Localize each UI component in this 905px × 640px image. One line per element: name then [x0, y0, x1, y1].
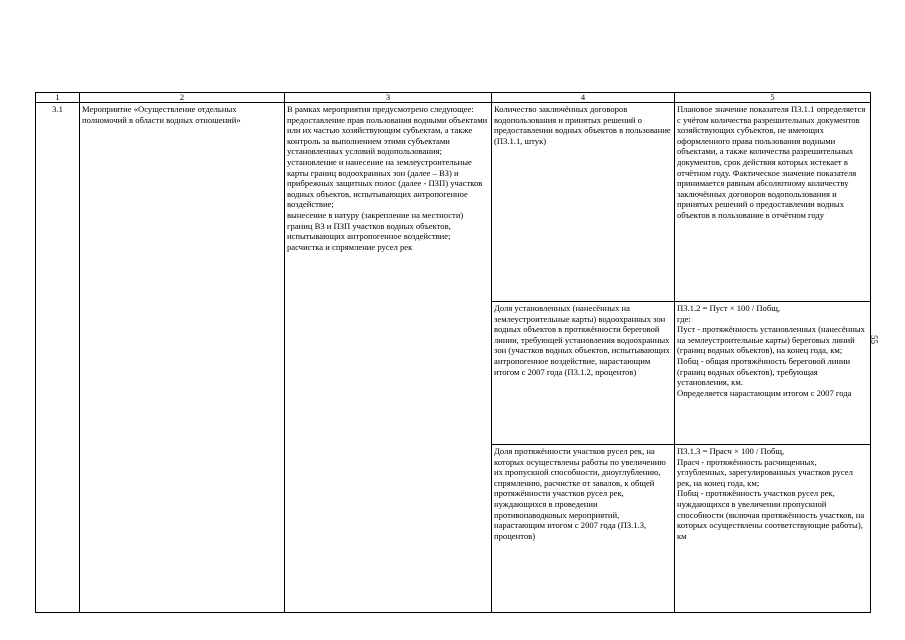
- header-cell-2: 2: [80, 93, 285, 103]
- header-cell-4: 4: [492, 93, 675, 103]
- indicator-name-3: Доля протяжённости участков русел рек, на которых осуществлены работы по увеличению их пропускной способности, дноуглублению, спрямлению, расчистке от завалов, к общей протяжённости участков русел рек, нуждающихся в проведении противопаводковых мероприятий, нарастающим итогом с 2007 года (П3.1.3, процентов): [492, 445, 675, 613]
- table-row: [36, 103, 871, 302]
- indicator-method-3: П3.1.3 = Прасч × 100 / Побщ, Прасч - протяжённость расчищенных, углубленных, зарегулированных участков русел рек, на конец года, км; Побщ - протяжённость участков русел рек, нуждающихся в увеличении пропускной способности (включая протяжённость участков, на которых осуществлены соответствующие работы), км: [675, 445, 871, 613]
- indicator-name-1: Количество заключённых договоров водопользования и принятых решений о предоставлении водных объектов в пользование (П3.1.1, штук): [492, 103, 675, 302]
- indicator-method-1: Плановое значение показателя П3.1.1 определяется с учётом количества разрешительных документов хозяйствующих субъектов, не имеющих оформленного права пользования водными объектами, а также количества разрешительных документов, срок действия которых истекает в отчётном году. Фактическое значение показателя принимается равным абсолютному количеству заключённых договоров водопользования и принятых решений о предоставлении водных объектов в пользование в отчётном году: [675, 103, 871, 302]
- header-cell-3: 3: [285, 93, 492, 103]
- page-number-text: 55: [869, 335, 879, 344]
- row-number: 3.1: [36, 103, 80, 613]
- program-table: [35, 92, 871, 613]
- page-number: [868, 336, 880, 352]
- event-description: В рамках мероприятия предусмотрено следующее: предоставление прав пользования водными объектами или их частью хозяйствующим субъектам, а также контроль за выполнением этими субъектами установленных условий водопользования; установление и нанесение на землеустроительные карты границ водоохранных зон (далее – ВЗ) и прибрежных защитных полос (далее - ПЗП) участков водных объектов, испытывающих антропогенное воздействие; вынесение в натуру (закрепление на местности) границ ВЗ и ПЗП участков водных объектов, испытывающих антропогенное воздействие; расчистка и спрямление русел рек: [285, 103, 492, 613]
- header-cell-1: 1: [36, 93, 80, 103]
- header-cell-5: 5: [675, 93, 871, 103]
- indicator-method-2: П3.1.2 = Пуст × 100 / Побщ, где: Пуст - протяжённость установленных (нанесённых на землеустроительные карты) береговых линий (границ водных объектов), на конец года, км; Побщ - общая протяжённость береговой линии (границ водных объектов), требующая установления, км. Определяется нарастающим итогом с 2007 года: [675, 302, 871, 445]
- header-row: [36, 93, 871, 103]
- event-name: Мероприятие «Осуществление отдельных полномочий в области водных отношений»: [80, 103, 285, 613]
- indicator-name-2: Доля установленных (нанесённых на землеустроительные карты) водоохранных зон водных объектов в протяжённости береговой линии, требующей установления водоохранных зон (участков водных объектов, испытывающих антропогенное воздействие, нарастающим итогом с 2007 года (П3.1.2, процентов): [492, 302, 675, 445]
